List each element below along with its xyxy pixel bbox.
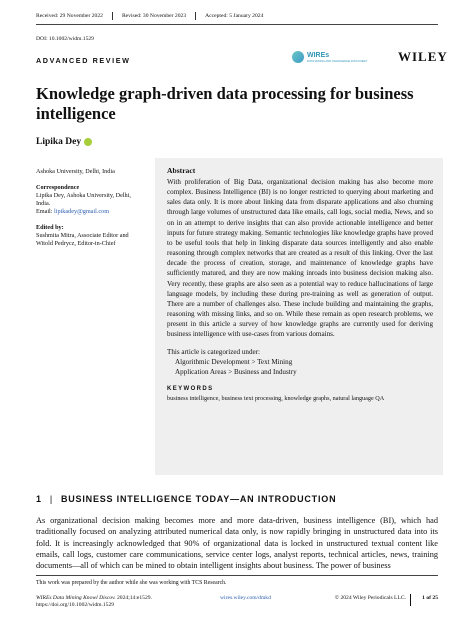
author-line [36,137,92,147]
edited-by-text: Sushmita Mitra, Associate Editor and Witold Pedrycz, Editor-in-Chief [36,232,129,247]
received-date: Received: 29 November 2022 [36,12,113,20]
footer-citation [36,595,152,609]
category-item: Application Areas > Business and Industry [175,367,297,376]
email-link[interactable]: lipikadey@gmail.com [54,208,110,215]
section-number: 1 [36,494,42,504]
affiliation: Ashoka University, Delhi, India [36,168,115,175]
correspondence-text: Lipika Dey, Ashoka University, Delhi, India. [36,192,131,207]
footer-journal: WIREs Data Mining Knowl Discov. [36,595,116,601]
abstract-text: With proliferation of Big Data, organizational decision making has also become more complex. Business Intelligence (BI) is no longer restricted to querying about marketing and sales data only. It is more about linking data from disparate applications and also churning through large volumes of unstructured data like emails, call logs, social media, News, and so on in an attempt to derive insights that can also provide actionable intelligence and better inputs for future strategy making. Semantic technologies like knowledge graphs have proved to be useful tools that help in linking disparate data sources intelligently and also enable reasoning through complex networks that are created as a result of this linking. Over the last decade the process of creation, storage, and maintenance of knowledge graphs have sufficiently matured, and they are now making inroads into business decision making also. Very recently, these graphs are also seen as a potential way to reduce hallucinations of large language models, by including these during pre-training as well as generation of output. There are a number of challenges also. These include building and maintaining the graphs, reasoning with missing links, and so on. While these remain as open research problems, we present in this article a survey of how knowledge graphs are currently used for deriving business intelligence with use-cases from various domains. [167,178,433,339]
footnote: This work was prepared by the author while she was working with TCS Research. [36,580,227,586]
body-paragraph: As organizational decision making becomes more and more data-driven, business intelligence (BI), which had traditionally focused on analyzing attributed numerical data only, is now rapidly bringing in unstructured data into its fold. It is increasingly acknowledged that 90% of organizational data is locked in unstructured textual content like emails, call logs, customer care communications, service center logs, analyst reports, technical articles, news, training documents—all of which can be mined to obtain intelligent insights about business. The power of business [36,516,438,571]
keywords-list: business intelligence, business text processing, knowledge graphs, natural language QA [167,394,385,402]
footer-doi-link[interactable]: https://doi.org/10.1002/widm.1529 [36,602,115,608]
footer-volume: 2024;14:e1529. [115,595,152,601]
categories-intro: This article is categorized under: [167,347,260,356]
page-number: 1 of 25 [422,595,438,601]
footer-divider [410,594,411,606]
keywords-heading: KEYWORDS [167,385,214,392]
footnote-divider [36,575,438,576]
abstract-heading: Abstract [167,166,196,175]
section-title: BUSINESS INTELLIGENCE TODAY—AN INTRODUCTION [60,494,337,504]
accepted-date: Accepted: 5 January 2024 [205,13,264,19]
doi[interactable]: DOI: 10.1002/widm.1529 [36,36,94,42]
category-item: Algorithmic Development > Text Mining [175,357,293,366]
edited-by-label: Edited by: [36,224,64,231]
header-divider [36,24,438,25]
author-info-column [36,168,146,256]
footer-copyright: © 2024 Wiley Periodicals LLC. [334,595,406,601]
email-label: Email: [36,208,55,215]
section-heading [36,494,336,504]
article-header [36,10,438,42]
journal-logo[interactable] [292,47,392,67]
journal-logo-title: WIREs [307,51,330,59]
revised-date: Revised: 30 November 2023 [113,12,196,20]
journal-logo-subtitle: DATA MINING AND KNOWLEDGE DISCOVERY [307,58,368,63]
orcid-icon[interactable] [84,138,92,146]
article-title: Knowledge graph-driven data processing for business intelligence [36,84,414,123]
correspondence [36,184,146,216]
author-name[interactable]: Lipika Dey [36,137,82,147]
publisher-logo[interactable]: WILEY [398,49,448,64]
abstract-box [155,158,443,475]
section-divider: | [49,494,53,504]
page-footer [36,595,438,615]
publication-dates [36,10,438,22]
wires-logo-icon [292,51,304,63]
correspondence-label: Correspondence [36,184,80,191]
edited-by [36,224,146,248]
article-type: ADVANCED REVIEW [36,56,131,65]
footer-site-link[interactable]: wires.wiley.com/dmkd [220,595,271,601]
